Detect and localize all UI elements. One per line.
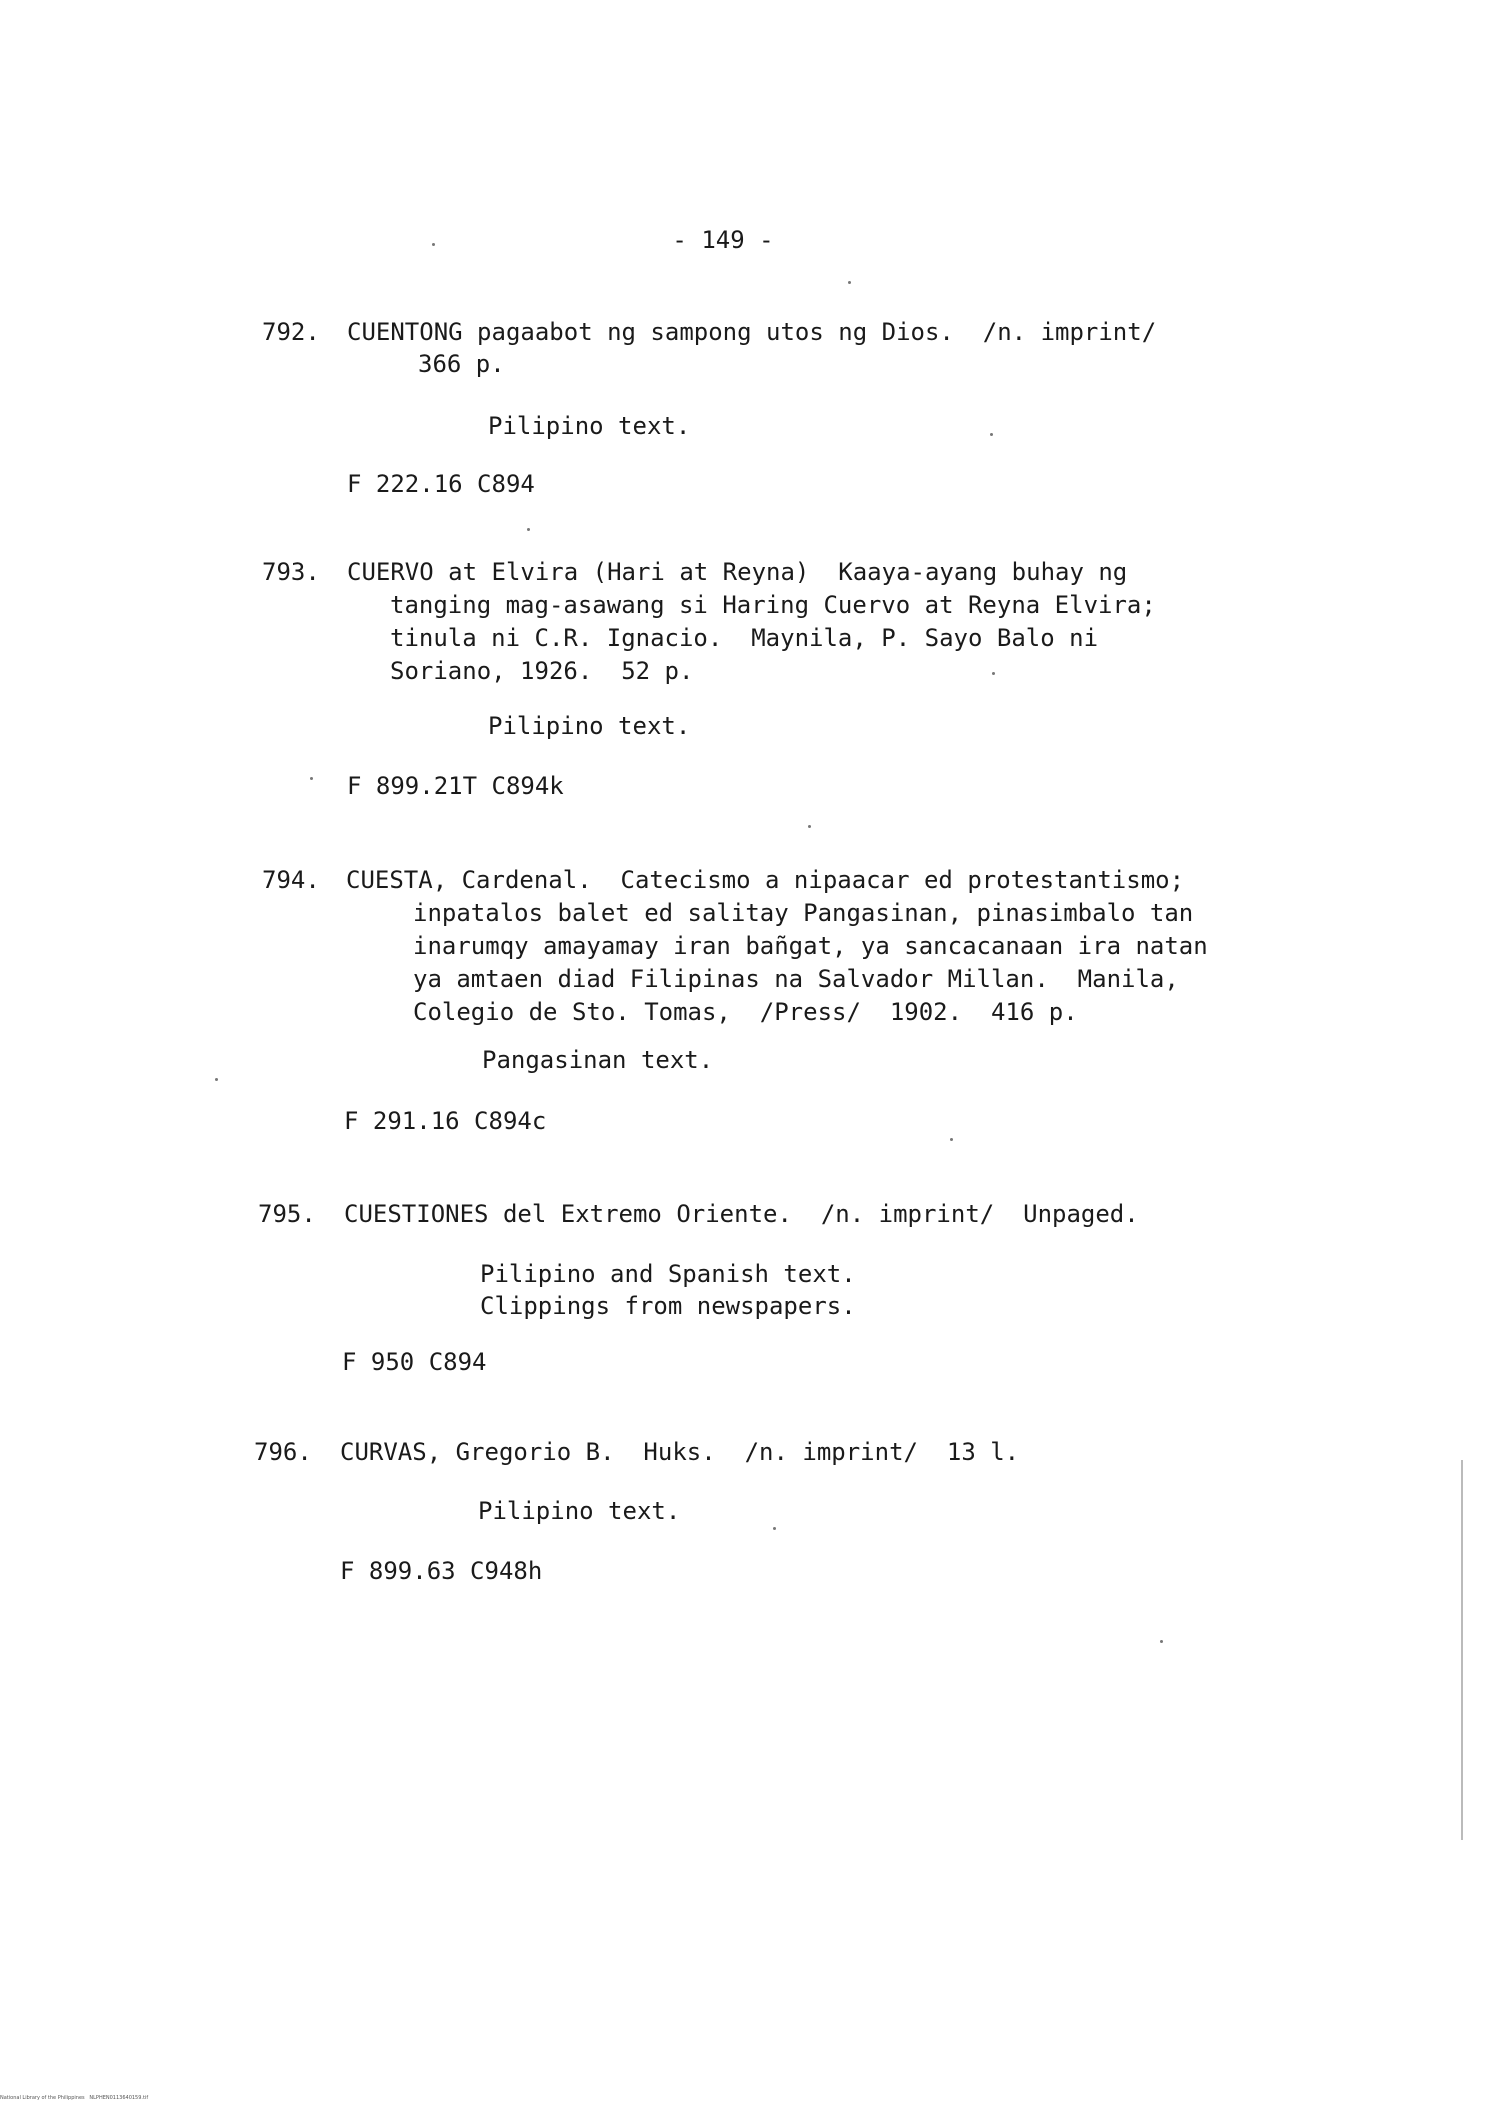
scan-speck: [992, 672, 995, 675]
entry-description-line: 366 p.: [418, 350, 505, 378]
entry-description-line: tanging mag-asawang si Haring Cuervo at Reyna Elvira;: [390, 591, 1156, 619]
language-note: Pangasinan text.: [482, 1046, 714, 1074]
page-number: - 149 -: [672, 226, 774, 254]
entry-description-line: Soriano, 1926. 52 p.: [390, 657, 694, 685]
entry-description-line: tinula ni C.R. Ignacio. Maynila, P. Sayo Balo ni: [390, 624, 1099, 652]
call-number: F 899.21T C894k: [347, 772, 564, 800]
entry-description-line: ya amtaen diad Filipinas na Salvador Millan. Manila,: [413, 965, 1179, 993]
entry-title-line: CUESTIONES del Extremo Oriente. ∕n. imprint∕ Unpaged.: [344, 1200, 1139, 1228]
entry-number: 795.: [258, 1200, 316, 1228]
scan-speck: [310, 777, 313, 780]
scan-speck: [848, 281, 851, 284]
entry-title-line: CUENTONG pagaabot ng sampong utos ng Dios. ∕n. imprint∕: [347, 318, 1157, 346]
entry-description-line: inpatalos balet ed salitay Pangasinan, pinasimbalo tan: [413, 899, 1194, 927]
entry-title-line: CUERVO at Elvira (Hari at Reyna) Kaaya-ayang buhay ng: [347, 558, 1128, 586]
call-number: F 899.63 C948h: [340, 1557, 543, 1585]
scan-speck: [950, 1138, 953, 1141]
entry-number: 792.: [262, 318, 320, 346]
entry-title-line: CURVAS, Gregorio B. Huks. ∕n. imprint∕ 13 l.: [340, 1438, 1020, 1466]
scan-speck: [215, 1078, 218, 1081]
scan-speck: [527, 528, 530, 531]
scan-speck: [808, 825, 811, 828]
language-note: Pilipino and Spanish text.: [480, 1260, 856, 1288]
scan-footer: National Library of the Philippines NLPHEN0113640159.tif: [0, 2095, 149, 2101]
call-number: F 291.16 C894c: [344, 1107, 547, 1135]
entry-description-line: inarumqy amayamay iran bañgat, ya sancacanaan ira natan: [413, 932, 1208, 960]
scan-speck: [432, 243, 435, 246]
entry-number: 794.: [262, 866, 320, 894]
language-note: Pilipino text.: [488, 412, 691, 440]
scan-speck: [1160, 1640, 1163, 1643]
scan-speck: [990, 433, 993, 436]
entry-number: 793.: [262, 558, 320, 586]
language-note: Pilipino text.: [488, 712, 691, 740]
entry-number: 796.: [254, 1438, 312, 1466]
scan-edge-mark: [1461, 1460, 1463, 1840]
call-number: F 222.16 C894: [347, 470, 535, 498]
entry-title-line: CUESTA, Cardenal. Catecismo a nipaacar ed protestantismo;: [346, 866, 1185, 894]
entry-description-line: Colegio de Sto. Tomas, ∕Press∕ 1902. 416 p.: [413, 998, 1078, 1026]
call-number: F 950 C894: [342, 1348, 487, 1376]
language-note: Pilipino text.: [478, 1497, 681, 1525]
scan-speck: [773, 1527, 776, 1530]
content-note: Clippings from newspapers.: [480, 1292, 856, 1320]
